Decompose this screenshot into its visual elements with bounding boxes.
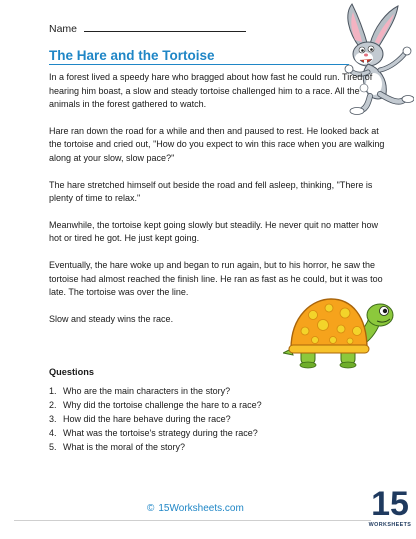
question-item [49, 440, 262, 454]
footer-site-link[interactable] [147, 503, 244, 514]
story-paragraph: The hare stretched himself out beside the road and fell asleep, thinking, "There is plenty of time to relax." [49, 179, 373, 204]
title-underline [49, 64, 349, 65]
story-paragraph: In a forest lived a speedy hare who bragged about how fast he could run. Tired of hearing him boast, a slow and steady tortoise challenged him to a race. All the animals in the forest gathered to watch. [49, 72, 373, 110]
copyright-symbol: © [147, 503, 155, 514]
question-item [49, 398, 262, 412]
name-field-row [49, 22, 246, 35]
question-number: 4. [49, 428, 57, 438]
question-number: 2. [49, 400, 57, 410]
story-paragraph: Hare ran down the road for a while and then and paused to rest. He looked back at the tortoise and cried out, "How do you expect to win this race when you are walking along at your slow, slow pace?" [49, 125, 385, 163]
footer-divider [14, 520, 402, 521]
question-number: 5. [49, 442, 57, 452]
logo-text: WORKSHEETS [368, 522, 412, 528]
footer-site-name: 15Worksheets.com [158, 503, 244, 514]
worksheets-logo-icon [367, 475, 413, 533]
question-number: 1. [49, 386, 57, 396]
question-text: Who are the main characters in the story? [63, 386, 231, 396]
name-label: Name [49, 23, 78, 35]
question-item [49, 412, 262, 426]
worksheet-title: The Hare and the Tortoise [49, 48, 215, 63]
question-text: Why did the tortoise challenge the hare to a race? [63, 400, 262, 410]
questions-list [49, 384, 262, 454]
story-paragraph: Meanwhile, the tortoise kept going slowly but steadily. He never quit no matter how hot or tired he got. He just kept going. [49, 219, 379, 244]
name-blank-line[interactable] [84, 22, 246, 32]
story-paragraph: Eventually, the hare woke up and began to run again, but to his horror, he saw the tortoise had almost reached the finish line. He ran as fast as he could, but it was too late. The tortoise was over the line. [49, 259, 383, 298]
question-text: How did the hare behave during the race? [63, 414, 231, 424]
question-item [49, 426, 262, 440]
question-text: What is the moral of the story? [63, 442, 186, 452]
logo-number: 15 [371, 485, 409, 523]
question-item [49, 384, 262, 398]
tortoise-illustration-icon [283, 293, 394, 371]
questions-heading: Questions [49, 367, 94, 377]
question-text: What was the tortoise's strategy during the race? [63, 428, 258, 438]
story-moral: Slow and steady wins the race. [49, 313, 174, 324]
question-number: 3. [49, 414, 57, 424]
